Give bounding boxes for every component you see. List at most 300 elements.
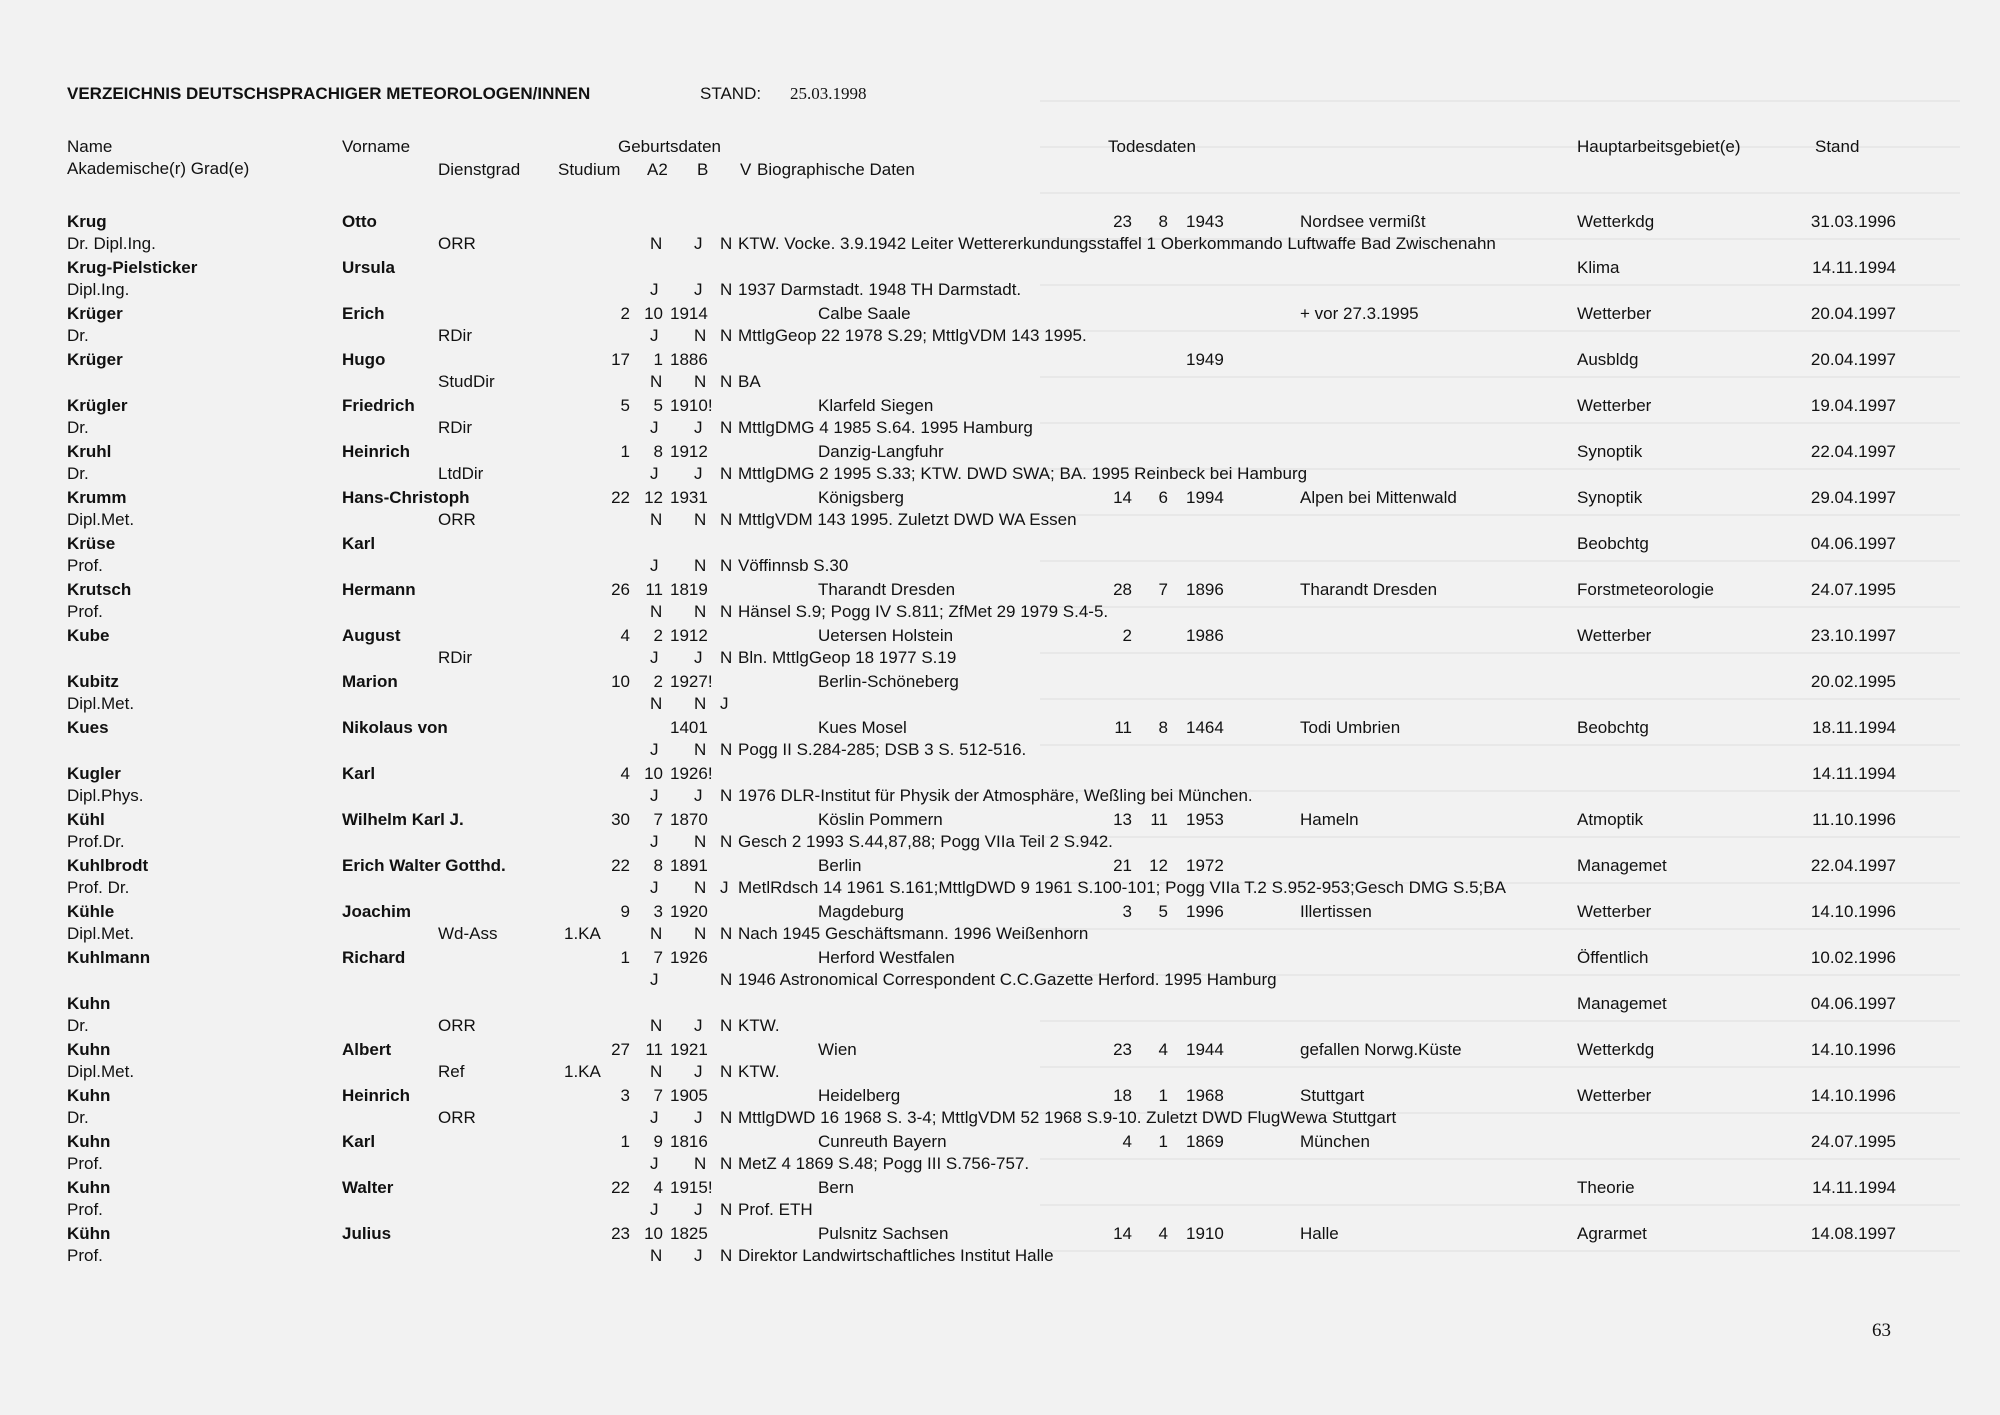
entry-birth-month: 12 [644, 488, 663, 507]
entry-dienstgrad: RDir [438, 648, 472, 667]
entry-b: J [694, 1108, 703, 1127]
entry-birth-year: 1914 [670, 304, 708, 323]
col-hauptarbeitsgebiet: Hauptarbeitsgebiet(e) [1577, 137, 1741, 156]
entry-birth-year: 1819 [670, 580, 708, 599]
entry-surname: Krügler [67, 396, 128, 415]
entry-death-place: Alpen bei Mittenwald [1300, 488, 1457, 507]
entry-birth-place: Wien [818, 1040, 857, 1059]
entry-b: J [694, 786, 703, 805]
entry-surname: Kühle [67, 902, 115, 921]
entry-birth-year: 1931 [670, 488, 708, 507]
entry-a2: N [650, 1062, 663, 1081]
entry-grad: Dr. [67, 418, 89, 437]
entry-v: N [720, 234, 733, 253]
entry-v: N [720, 1246, 733, 1265]
entry-b: N [694, 1154, 707, 1173]
entry-surname: Kuhn [67, 1040, 111, 1059]
entry-birth-place: Calbe Saale [818, 304, 911, 323]
entry-a2: N [650, 1016, 663, 1035]
entry-bio: Prof. ETH [738, 1200, 813, 1219]
entry-birth-place: Pulsnitz Sachsen [818, 1224, 949, 1243]
entry-surname: Kühl [67, 810, 105, 829]
entry-birth-year: 1920 [670, 902, 708, 921]
entry-stand: 10.02.1996 [1810, 948, 1896, 967]
entry-v: N [720, 1154, 733, 1173]
entry-gebiet: Wetterkdg [1577, 212, 1655, 231]
entry-birth-year: 1926 [670, 948, 708, 967]
entry-stand: 04.06.1997 [1810, 534, 1896, 553]
entry-gebiet: Atmoptik [1577, 810, 1644, 829]
entry-birth-year: 1401 [670, 718, 708, 737]
entry-v: J [720, 694, 729, 713]
entry-a2: J [650, 1200, 659, 1219]
entry-gebiet: Wetterkdg [1577, 1040, 1655, 1059]
entry-grad: Prof. Dr. [67, 878, 130, 897]
entry-stand: 04.06.1997 [1810, 994, 1896, 1013]
entry-a2: J [650, 326, 659, 345]
entry-birth-place: Köslin Pommern [818, 810, 943, 829]
entry-surname: Kuhn [67, 1178, 111, 1197]
entry-death-year: 1949 [1186, 350, 1224, 369]
entry-v: N [720, 648, 733, 667]
entry-dienstgrad: LtdDir [438, 464, 484, 483]
entry-bio: KTW. Vocke. 3.9.1942 Leiter Wettererkundungsstaffel 1 Oberkommando Luftwaffe Bad Zwischenahn [738, 234, 1496, 253]
entry-surname: Kugler [67, 764, 121, 783]
entry-bio: Pogg II S.284-285; DSB 3 S. 512-516. [738, 740, 1027, 759]
entry-bio: MetlRdsch 14 1961 S.161;MttlgDWD 9 1961 S.100-101; Pogg VIIa T.2 S.952-953;Gesch DMG S.5;BA [738, 878, 1506, 897]
entry-grad: Prof.Dr. [67, 832, 125, 851]
entry-birth-month: 2 [653, 672, 663, 691]
entry-death-month: 1 [1158, 1086, 1168, 1105]
entry-birth-place: Berlin-Schöneberg [818, 672, 959, 691]
entry-death-day: 14 [1113, 1224, 1132, 1243]
entry-death-place: München [1300, 1132, 1370, 1151]
entry-birth-place: Tharandt Dresden [818, 580, 956, 599]
entry-death-day: 11 [1114, 718, 1132, 737]
entry-surname: Krumm [67, 488, 127, 507]
entry-birth-month: 5 [653, 396, 663, 415]
entry-birth-year: 1926! [670, 764, 713, 783]
entry-studium: 1.KA [564, 924, 601, 943]
entry-bio: MttlgVDM 143 1995. Zuletzt DWD WA Essen [738, 510, 1077, 529]
col-bio: Biographische Daten [757, 160, 915, 179]
entry-death-day: 23 [1113, 212, 1132, 231]
entry-bio: Gesch 2 1993 S.44,87,88; Pogg VIIa Teil 2 S.942. [738, 832, 1113, 851]
entry-death-month: 5 [1158, 902, 1168, 921]
entry-vorname: Wilhelm Karl J. [342, 810, 464, 829]
entry-birth-month: 10 [644, 304, 663, 323]
entry-grad: Prof. [67, 1154, 103, 1173]
entry-stand: 23.10.1997 [1810, 626, 1896, 645]
entry-birth-place: Heidelberg [818, 1086, 901, 1105]
col-a2: A2 [647, 160, 668, 179]
entry-birth-month: 10 [644, 1224, 663, 1243]
entry-surname: Kühn [67, 1224, 111, 1243]
entry-birth-place: Herford Westfalen [818, 948, 955, 967]
entry-bio: MetZ 4 1869 S.48; Pogg III S.756-757. [738, 1154, 1030, 1173]
entry-stand: 20.02.1995 [1810, 672, 1896, 691]
entry-death-place: gefallen Norwg.Küste [1300, 1040, 1462, 1059]
entry-dienstgrad: RDir [438, 326, 472, 345]
entry-birth-month: 9 [653, 1132, 663, 1151]
entry-birth-day: 1 [620, 1132, 630, 1151]
entry-b: J [694, 1246, 703, 1265]
entry-v: N [720, 832, 733, 851]
entry-birth-day: 22 [611, 1178, 630, 1197]
entry-surname: Kuhn [67, 994, 111, 1013]
entry-stand: 14.11.1994 [1812, 1178, 1896, 1197]
entry-death-place: Halle [1300, 1224, 1339, 1243]
entry-death-month: 4 [1158, 1040, 1168, 1059]
entry-death-place: Stuttgart [1300, 1086, 1365, 1105]
entry-stand: 14.10.1996 [1810, 902, 1896, 921]
col-dienstgrad: Dienstgrad [438, 160, 521, 179]
entry-grad: Dipl.Met. [67, 694, 135, 713]
entry-birth-place: Danzig-Langfuhr [818, 442, 944, 461]
entry-death-month: 11 [1150, 810, 1168, 829]
entry-vorname: Richard [342, 948, 406, 967]
entry-death-year: 1953 [1186, 810, 1224, 829]
entry-surname: Krüger [67, 304, 123, 323]
entry-death-day: 18 [1113, 1086, 1132, 1105]
entry-stand: 31.03.1996 [1810, 212, 1896, 231]
entry-gebiet: Theorie [1577, 1178, 1635, 1197]
entry-stand: 20.04.1997 [1810, 304, 1896, 323]
entry-death-day: 28 [1113, 580, 1132, 599]
entry-a2: J [650, 464, 659, 483]
entry-birth-month: 1 [653, 350, 663, 369]
entry-birth-year: 1927! [670, 672, 713, 691]
entry-stand: 22.04.1997 [1810, 442, 1896, 461]
entry-vorname: Erich Walter Gotthd. [342, 856, 506, 875]
entry-stand: 24.07.1995 [1810, 1132, 1896, 1151]
entry-b: J [694, 1200, 703, 1219]
entry-bio: 1946 Astronomical Correspondent C.C.Gazette Herford. 1995 Hamburg [738, 970, 1277, 989]
entry-death-day: 13 [1113, 810, 1132, 829]
entry-stand: 24.07.1995 [1810, 580, 1896, 599]
entry-stand: 14.10.1996 [1810, 1040, 1896, 1059]
entry-b: J [694, 418, 703, 437]
entry-birth-month: 7 [653, 948, 663, 967]
entry-birth-year: 1912 [670, 442, 708, 461]
entry-a2: J [650, 556, 659, 575]
entry-death-month: 7 [1158, 580, 1168, 599]
entry-v: N [720, 556, 733, 575]
entry-gebiet: Beobchtg [1577, 718, 1649, 737]
entry-v: N [720, 326, 733, 345]
entry-vorname: Marion [342, 672, 398, 691]
entry-dienstgrad: ORR [438, 1016, 476, 1035]
entry-birth-month: 7 [653, 1086, 663, 1105]
entry-birth-day: 27 [611, 1040, 630, 1059]
entry-vorname: Otto [342, 212, 377, 231]
entry-birth-year: 1891 [670, 856, 708, 875]
col-name: Name [67, 137, 113, 156]
entry-b: N [694, 924, 707, 943]
entry-birth-day: 4 [620, 626, 630, 645]
entry-birth-year: 1921 [670, 1040, 708, 1059]
entry-birth-day: 30 [611, 810, 630, 829]
entry-grad: Dipl.Met. [67, 924, 135, 943]
entry-bio: KTW. [738, 1016, 780, 1035]
entry-surname: Kruhl [67, 442, 112, 461]
entry-b: N [694, 832, 707, 851]
entry-death-year: 1994 [1186, 488, 1224, 507]
entry-surname: Krüger [67, 350, 123, 369]
entry-birth-month: 10 [644, 764, 663, 783]
entry-vorname: Joachim [342, 902, 411, 921]
stand-label: STAND: [700, 84, 762, 103]
entry-birth-month: 8 [653, 856, 663, 875]
entry-birth-day: 22 [611, 488, 630, 507]
entry-birth-day: 10 [611, 672, 630, 691]
entry-birth-year: 1912 [670, 626, 708, 645]
entry-grad: Dr. Dipl.Ing. [67, 234, 156, 253]
entry-death-day: 4 [1122, 1132, 1132, 1151]
entry-death-place: Nordsee vermißt [1300, 212, 1426, 231]
entry-vorname: Nikolaus von [342, 718, 448, 737]
entry-bio: 1976 DLR-Institut für Physik der Atmosphäre, Weßling bei München. [738, 786, 1253, 805]
entry-birth-day: 1 [620, 948, 630, 967]
entry-vorname: Hugo [342, 350, 386, 369]
entry-b: N [694, 326, 707, 345]
document-title: VERZEICHNIS DEUTSCHSPRACHIGER METEOROLOGEN/INNEN [67, 84, 591, 103]
entry-dienstgrad: ORR [438, 510, 476, 529]
entry-v: N [720, 1016, 733, 1035]
entry-bio: MttlgDMG 2 1995 S.33; KTW. DWD SWA; BA. 1995 Reinbeck bei Hamburg [738, 464, 1308, 483]
entry-stand: 14.11.1994 [1812, 764, 1896, 783]
entry-a2: J [650, 1154, 659, 1173]
entry-gebiet: Klima [1577, 258, 1620, 277]
entry-a2: J [650, 740, 659, 759]
entry-grad: Dipl.Met. [67, 510, 135, 529]
entry-grad: Prof. [67, 602, 103, 621]
entry-surname: Kues [67, 718, 109, 737]
entry-birth-year: 1905 [670, 1086, 708, 1105]
entry-gebiet: Wetterber [1577, 626, 1652, 645]
entry-surname: Krutsch [67, 580, 132, 599]
entry-birth-place: Bern [818, 1178, 854, 1197]
entry-death-day: 23 [1113, 1040, 1132, 1059]
entry-v: N [720, 970, 733, 989]
entry-surname: Kuhlmann [67, 948, 151, 967]
entry-bio: KTW. [738, 1062, 780, 1081]
entry-death-month: 8 [1158, 718, 1168, 737]
entry-a2: N [650, 694, 663, 713]
entry-grad: Prof. [67, 1246, 103, 1265]
entry-death-month: 1 [1158, 1132, 1168, 1151]
entry-birth-day: 22 [611, 856, 630, 875]
entry-bio: Nach 1945 Geschäftsmann. 1996 Weißenhorn [738, 924, 1089, 943]
entry-death-day: 2 [1122, 626, 1132, 645]
entry-birth-place: Berlin [818, 856, 862, 875]
entry-death-year: 1896 [1186, 580, 1224, 599]
entry-death-month: 4 [1158, 1224, 1168, 1243]
entry-b: N [694, 878, 707, 897]
entry-bio: BA [738, 372, 761, 391]
entry-death-place: Hameln [1300, 810, 1359, 829]
entry-birth-month: 4 [653, 1178, 663, 1197]
entry-v: N [720, 418, 733, 437]
entry-a2: J [650, 280, 659, 299]
entry-gebiet: Wetterber [1577, 902, 1652, 921]
entry-surname: Krug [67, 212, 107, 231]
entry-b: J [694, 280, 703, 299]
entry-a2: J [650, 786, 659, 805]
entry-birth-month: 2 [653, 626, 663, 645]
entry-surname: Krug-Pielsticker [67, 258, 198, 277]
entry-v: N [720, 1200, 733, 1219]
entry-vorname: Walter [342, 1178, 394, 1197]
entry-v: N [720, 1062, 733, 1081]
entry-vorname: Erich [342, 304, 385, 323]
entry-birth-place: Magdeburg [818, 902, 905, 921]
stand-date: 25.03.1998 [790, 84, 867, 103]
entry-grad: Dr. [67, 1108, 89, 1127]
entry-b: J [694, 648, 703, 667]
entry-surname: Kuhn [67, 1086, 111, 1105]
entry-birth-day: 1 [620, 442, 630, 461]
entry-birth-day: 2 [620, 304, 630, 323]
entry-stand: 19.04.1997 [1810, 396, 1896, 415]
entry-gebiet: Managemet [1577, 856, 1667, 875]
entry-death-year: 1943 [1186, 212, 1224, 231]
col-todesdaten: Todesdaten [1108, 137, 1196, 156]
entry-grad: Dipl.Phys. [67, 786, 144, 805]
entry-b: N [694, 740, 707, 759]
entry-stand: 11.10.1996 [1812, 810, 1896, 829]
entry-v: N [720, 786, 733, 805]
entry-b: J [694, 234, 703, 253]
entry-vorname: August [342, 626, 401, 645]
entry-vorname: Friedrich [342, 396, 415, 415]
entry-grad: Dr. [67, 1016, 89, 1035]
entry-birth-day: 5 [620, 396, 630, 415]
entry-stand: 14.11.1994 [1812, 258, 1896, 277]
entry-death-place: Todi Umbrien [1300, 718, 1401, 737]
entry-a2: J [650, 970, 659, 989]
entry-a2: J [650, 1108, 659, 1127]
entry-gebiet: Agrarmet [1577, 1224, 1647, 1243]
entry-grad: Dipl.Met. [67, 1062, 135, 1081]
entry-dienstgrad: RDir [438, 418, 472, 437]
entry-vorname: Julius [342, 1224, 392, 1243]
entry-a2: N [650, 234, 663, 253]
entry-a2: N [650, 1246, 663, 1265]
entry-bio: Hänsel S.9; Pogg IV S.811; ZfMet 29 1979 S.4-5. [738, 602, 1109, 621]
entry-gebiet: Wetterber [1577, 1086, 1652, 1105]
entry-a2: J [650, 832, 659, 851]
entry-birth-month: 3 [653, 902, 663, 921]
entry-birth-place: Cunreuth Bayern [818, 1132, 947, 1151]
entry-gebiet: Beobchtg [1577, 534, 1649, 553]
entry-vorname: Karl [342, 1132, 376, 1151]
col-geburtsdaten: Geburtsdaten [618, 137, 722, 156]
entry-vorname: Hans-Christoph [342, 488, 470, 507]
entry-death-place: Tharandt Dresden [1300, 580, 1438, 599]
entry-a2: N [650, 510, 663, 529]
entry-b: N [694, 372, 707, 391]
entry-stand: 20.04.1997 [1810, 350, 1896, 369]
entry-v: N [720, 280, 733, 299]
entry-gebiet: Ausbldg [1577, 350, 1639, 369]
entry-grad: Dipl.Ing. [67, 280, 130, 299]
entry-birth-year: 1870 [670, 810, 708, 829]
entry-gebiet: Forstmeteorologie [1577, 580, 1715, 599]
entry-birth-day: 9 [620, 902, 630, 921]
entry-stand: 22.04.1997 [1810, 856, 1896, 875]
col-v: V [740, 160, 752, 179]
entry-death-month: 8 [1158, 212, 1168, 231]
entry-surname: Krüse [67, 534, 116, 553]
entry-birth-day: 17 [611, 350, 630, 369]
entry-vorname: Heinrich [342, 1086, 411, 1105]
entry-death-year: 1944 [1186, 1040, 1224, 1059]
entry-bio: Vöffinnsb S.30 [738, 556, 849, 575]
entry-v: J [720, 878, 729, 897]
entry-birth-year: 1825 [670, 1224, 708, 1243]
col-b: B [697, 160, 709, 179]
entry-vorname: Karl [342, 764, 376, 783]
entry-stand: 14.10.1996 [1810, 1086, 1896, 1105]
entry-bio: MttlgDWD 16 1968 S. 3-4; MttlgVDM 52 1968 S.9-10. Zuletzt DWD FlugWewa Stuttgart [738, 1108, 1397, 1127]
entry-b: N [694, 694, 707, 713]
entry-death-day: 21 [1113, 856, 1132, 875]
entry-a2: N [650, 602, 663, 621]
entry-death-year: 1996 [1186, 902, 1224, 921]
entry-death-day: 14 [1113, 488, 1132, 507]
entry-vorname: Karl [342, 534, 376, 553]
entry-birth-year: 1886 [670, 350, 708, 369]
entry-dienstgrad: StudDir [438, 372, 495, 391]
page-number: 63 [1872, 1320, 1891, 1341]
entry-gebiet: Öffentlich [1577, 948, 1649, 967]
entry-death-year: 1986 [1186, 626, 1224, 645]
entry-a2: N [650, 924, 663, 943]
entry-dienstgrad: Ref [438, 1062, 465, 1081]
entry-bio: Direktor Landwirtschaftliches Institut Halle [738, 1246, 1054, 1265]
entry-vorname: Hermann [342, 580, 416, 599]
entry-a2: J [650, 648, 659, 667]
col-grad: Akademische(r) Grad(e) [67, 159, 250, 178]
entry-b: J [694, 1062, 703, 1081]
entry-v: N [720, 464, 733, 483]
entry-a2: N [650, 372, 663, 391]
entry-gebiet: Wetterber [1577, 304, 1652, 323]
entry-death-day: 3 [1122, 902, 1132, 921]
entry-dienstgrad: ORR [438, 1108, 476, 1127]
entry-studium: 1.KA [564, 1062, 601, 1081]
entry-stand: 14.08.1997 [1810, 1224, 1896, 1243]
col-stand: Stand [1815, 137, 1860, 156]
entry-birth-place: Klarfeld Siegen [818, 396, 934, 415]
entry-gebiet: Synoptik [1577, 488, 1643, 507]
entry-birth-month: 11 [645, 1040, 663, 1059]
entry-gebiet: Managemet [1577, 994, 1667, 1013]
entry-birth-year: 1816 [670, 1132, 708, 1151]
entry-a2: J [650, 418, 659, 437]
entry-death-place: Illertissen [1300, 902, 1372, 921]
entry-surname: Kuhlbrodt [67, 856, 149, 875]
entry-gebiet: Wetterber [1577, 396, 1652, 415]
col-vorname: Vorname [342, 137, 411, 156]
entry-gebiet: Synoptik [1577, 442, 1643, 461]
entry-stand: 29.04.1997 [1810, 488, 1896, 507]
entry-death-year: 1910 [1186, 1224, 1224, 1243]
entry-death-year: 1464 [1186, 718, 1224, 737]
entry-grad: Prof. [67, 1200, 103, 1219]
col-studium: Studium [558, 160, 621, 179]
